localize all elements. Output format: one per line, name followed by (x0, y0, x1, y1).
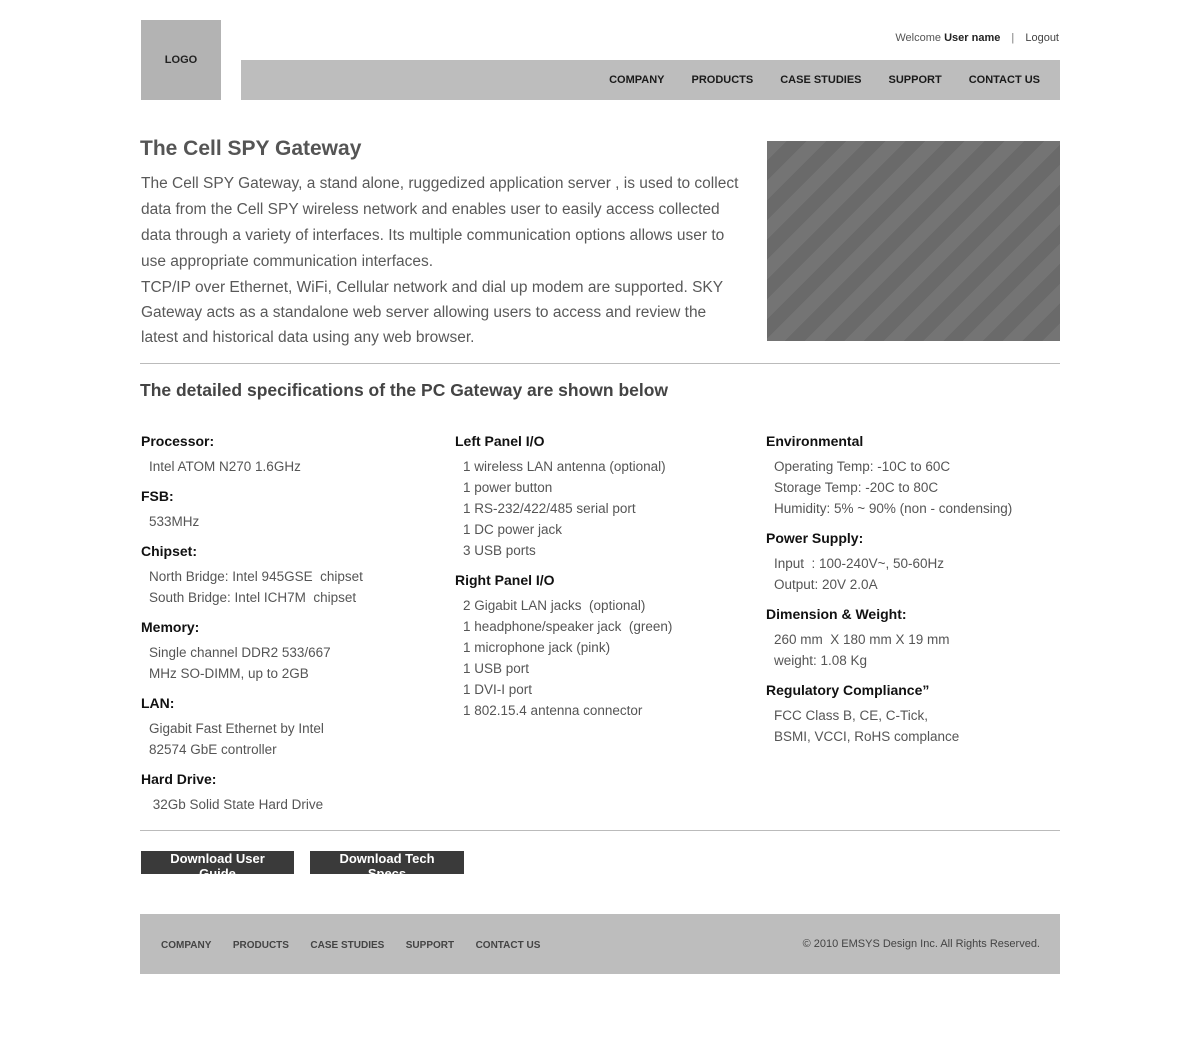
spec-label: Left Panel I/O (455, 433, 545, 449)
spec-value: 1 DC power jack (463, 522, 563, 537)
spec-label: FSB: (141, 488, 174, 504)
intro-text (141, 171, 741, 350)
logo-text: LOGO (164, 54, 198, 66)
spec-group (766, 529, 1066, 595)
spec-value: Operating Temp: -10C to 60C (774, 459, 951, 474)
spec-value: Intel ATOM N270 1.6GHz (149, 459, 301, 474)
logout-link[interactable]: Logout (1025, 32, 1059, 44)
footer-nav (161, 935, 557, 953)
nav-case-studies[interactable]: CASE STUDIES (780, 74, 862, 86)
spec-label: Memory: (141, 619, 200, 635)
spec-group (141, 542, 441, 608)
spec-group (141, 770, 441, 815)
nav-products[interactable]: PRODUCTS (691, 74, 754, 86)
spec-group (766, 432, 1066, 519)
footer-nav-products[interactable]: PRODUCTS (232, 940, 289, 951)
spec-value: Gigabit Fast Ethernet by Intel (149, 721, 324, 736)
spec-heading: The detailed specifications of the PC Gateway are shown below (140, 380, 669, 400)
spec-value: 2 Gigabit LAN jacks (optional) (463, 598, 646, 613)
spec-column-1 (141, 432, 441, 825)
spec-value: 260 mm X 180 mm X 19 mm (774, 632, 950, 647)
footer-nav-contact-us[interactable]: CONTACT US (475, 940, 541, 951)
spec-value: FCC Class B, CE, C-Tick, (774, 708, 929, 723)
intro-paragraph-2: TCP/IP over Ethernet, WiFi, Cellular network and dial up modem are supported. SKY Gateway acts as a standalone web server allowing users to access and review the latest and historical data using any web browser. (141, 279, 723, 346)
spec-group (766, 605, 1066, 671)
spec-value: 32Gb Solid State Hard Drive (149, 797, 324, 812)
spec-column-3 (766, 432, 1066, 757)
footer-nav-support[interactable]: SUPPORT (405, 940, 455, 951)
spec-value: 1 power button (463, 480, 553, 495)
copyright: © 2010 EMSYS Design Inc. All Rights Reserved. (802, 938, 1040, 950)
welcome-text: Welcome (895, 32, 942, 44)
spec-value: 533MHz (149, 514, 200, 529)
nav-support[interactable]: SUPPORT (888, 74, 942, 86)
spec-value: weight: 1.08 Kg (774, 653, 868, 668)
spec-value: 1 RS-232/422/485 serial port (463, 501, 636, 516)
spec-value: 1 microphone jack (pink) (463, 640, 611, 655)
spec-label: Right Panel I/O (455, 572, 555, 588)
spec-group (455, 571, 755, 721)
username: User name (944, 32, 1001, 44)
spec-group (141, 694, 441, 760)
spec-group (766, 681, 1066, 747)
spec-value: 1 DVI-I port (463, 682, 533, 697)
divider (140, 830, 1060, 831)
nav-contact-us[interactable]: CONTACT US (968, 74, 1040, 86)
spec-label: Power Supply: (766, 530, 864, 546)
spec-column-2 (455, 432, 755, 731)
spec-value: 1 802.15.4 antenna connector (463, 703, 643, 718)
spec-value: 1 wireless LAN antenna (optional) (463, 459, 666, 474)
hero-image-placeholder (767, 141, 1060, 341)
nav-company[interactable]: COMPANY (609, 74, 665, 86)
spec-value: BSMI, VCCI, RoHS complance (774, 729, 960, 744)
logo[interactable] (141, 20, 221, 100)
page-title: The Cell SPY Gateway (140, 137, 362, 160)
download-tech-specs-button[interactable]: Download Tech Specs (310, 851, 464, 874)
spec-group (141, 432, 441, 477)
spec-value: Input : 100-240V~, 50-60Hz (774, 556, 944, 571)
top-nav (241, 60, 1060, 100)
footer (140, 914, 1060, 974)
footer-nav-company[interactable]: COMPANY (161, 940, 212, 951)
spec-value: 1 headphone/speaker jack (green) (463, 619, 673, 634)
spec-value: Single channel DDR2 533/667 (149, 645, 331, 660)
spec-value: North Bridge: Intel 945GSE chipset (149, 569, 363, 584)
spec-value: 3 USB ports (463, 543, 536, 558)
footer-nav-case-studies[interactable]: CASE STUDIES (310, 940, 385, 951)
spec-label: Regulatory Compliance” (766, 682, 930, 698)
spec-label: Chipset: (141, 543, 197, 559)
spec-label: Hard Drive: (141, 771, 217, 787)
user-bar-separator: | (1011, 32, 1015, 44)
spec-label: Processor: (141, 433, 215, 449)
user-bar (895, 32, 1059, 44)
intro-paragraph-1: The Cell SPY Gateway, a stand alone, ruggedized application server , is used to collect data from the Cell SPY wireless network and enables user to easily access collected data through a variety of interfaces. Its multiple communication options allows user to use appropriate communication interfaces. (141, 175, 739, 270)
spec-value: 82574 GbE controller (149, 742, 277, 757)
spec-value: South Bridge: Intel ICH7M chipset (149, 590, 357, 605)
spec-group (455, 432, 755, 561)
spec-label: Environmental (766, 433, 864, 449)
spec-group (141, 618, 441, 684)
spec-value: Humidity: 5% ~ 90% (non - condensing) (774, 501, 1013, 516)
spec-value: 1 USB port (463, 661, 530, 676)
download-user-guide-button[interactable]: Download User Guide (141, 851, 294, 874)
divider (140, 363, 1060, 364)
spec-value: Storage Temp: -20C to 80C (774, 480, 939, 495)
spec-value: Output: 20V 2.0A (774, 577, 878, 592)
spec-group (141, 487, 441, 532)
spec-label: LAN: (141, 695, 175, 711)
spec-label: Dimension & Weight: (766, 606, 907, 622)
spec-value: MHz SO-DIMM, up to 2GB (149, 666, 309, 681)
